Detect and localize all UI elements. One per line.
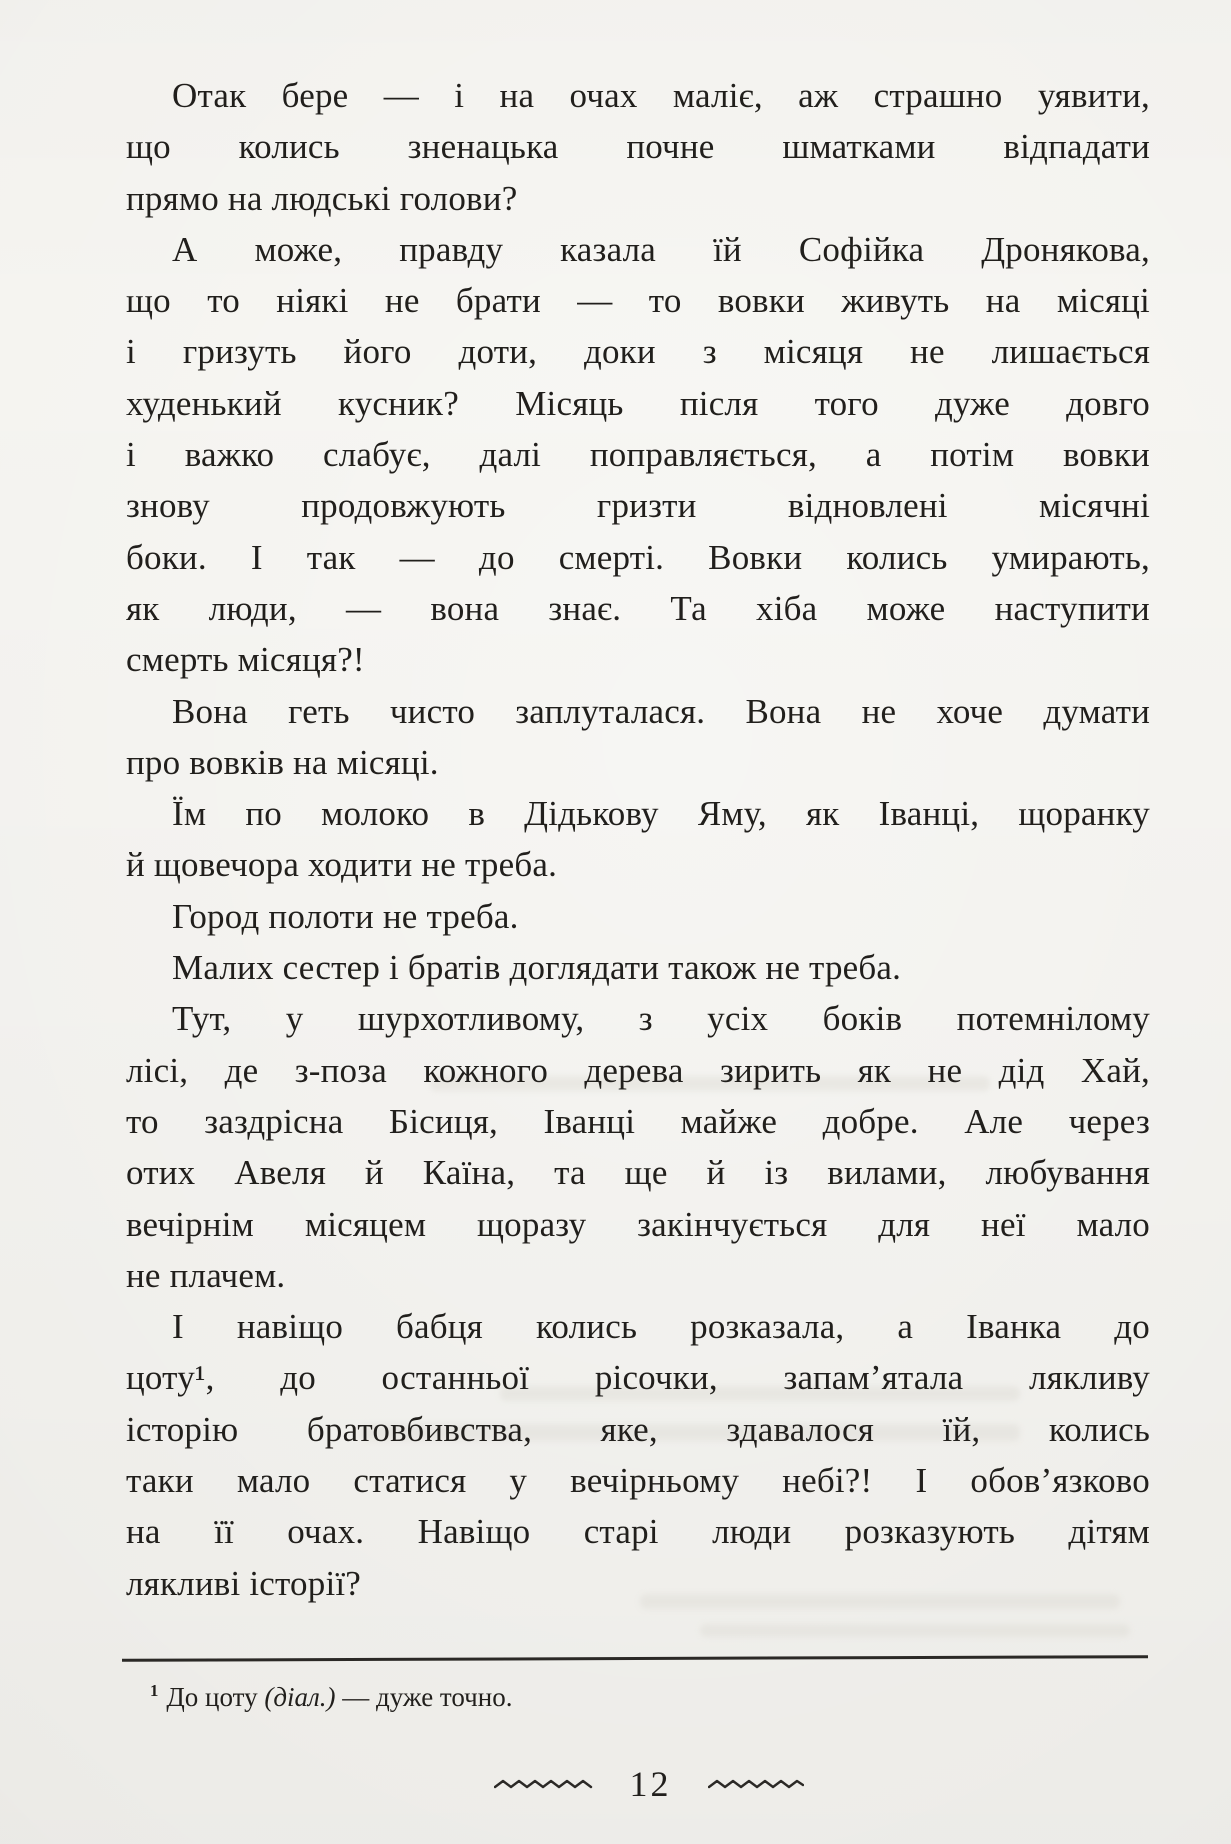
page-number: 12 <box>629 1764 672 1804</box>
footnote-text: До цоту <box>166 1682 265 1712</box>
footnote-divider <box>122 1655 1148 1662</box>
text-line: й щовечора ходити не треба. <box>126 845 558 885</box>
footnote-dialect-label: (діал.) <box>264 1682 336 1712</box>
text-line: що колись зненацька почне шматками відпадати <box>126 127 1150 167</box>
bleed-through-artifact <box>700 1624 1130 1637</box>
text-line: лісі, де з-поза кожного дерева зирить як не дід Хай, <box>126 1050 1150 1090</box>
paragraph <box>126 224 1150 686</box>
text-line: отих Авеля й Каїна, та ще й із вилами, любування <box>126 1153 1150 1193</box>
text-line: Їм по молоко в Дідькову Яму, як Іванці, щоранку <box>172 794 1150 834</box>
paragraph <box>126 70 1150 224</box>
text-line: таки мало статися у вечірньому небі?! І обов’язково <box>126 1461 1150 1501</box>
text-line: цоту¹, до останньої рісочки, запам’ятала лякливу <box>126 1358 1150 1398</box>
footnote-marker: 1 <box>150 1681 159 1700</box>
text-line: Малих сестер і братів доглядати також не треба. <box>172 948 902 988</box>
text-line: смерть місяця?! <box>126 640 365 680</box>
wavy-line-ornament-left-icon <box>494 1777 594 1791</box>
text-line: знову продовжують гризти відновлені місячні <box>126 486 1150 526</box>
text-line: А може, правду казала їй Софійка Дронякова, <box>172 229 1150 269</box>
text-line: худенький кусник? Місяць після того дуже довго <box>126 383 1150 423</box>
text-line: що то ніякі не брати — то вовки живуть на місяці <box>126 281 1150 321</box>
text-line: боки. І так — до смерті. Вовки колись умирають, <box>126 537 1150 577</box>
text-line: як люди, — вона знає. Та хіба може наступити <box>126 588 1150 628</box>
footnote <box>126 1680 1150 1714</box>
paragraph <box>126 942 1150 993</box>
text-line: Вона геть чисто заплуталася. Вона не хоче думати <box>172 691 1150 731</box>
text-line: вечірнім місяцем щоразу закінчується для неї мало <box>126 1204 1150 1244</box>
footnote-text-after: — дуже точно. <box>335 1682 513 1712</box>
body-text <box>126 70 1150 1609</box>
paragraph <box>126 993 1150 1301</box>
text-line: не плачем. <box>126 1255 286 1295</box>
text-line: і гризуть його доти, доки з місяця не лишається <box>126 332 1150 372</box>
paragraph <box>126 686 1150 789</box>
text-line: то заздрісна Бісиця, Іванці майже добре. Але через <box>126 1101 1150 1141</box>
text-line: І навіщо бабця колись розказала, а Іванка до <box>172 1307 1150 1347</box>
text-line: Город полоти не треба. <box>172 896 519 936</box>
text-line: Отак бере — і на очах маліє, аж страшно уявити, <box>172 76 1150 115</box>
paragraph <box>126 891 1150 942</box>
text-line: лякливі історії? <box>126 1563 362 1603</box>
page-footer <box>33 1762 1231 1806</box>
text-line: прямо на людські голови? <box>126 178 518 218</box>
text-line: на її очах. Навіщо старі люди розказують дітям <box>126 1512 1150 1552</box>
text-line: і важко слабує, далі поправляється, а потім вовки <box>126 435 1150 475</box>
wavy-line-ornament-right-icon <box>708 1777 804 1791</box>
text-line: Тут, у шурхотливому, з усіх боків потемнілому <box>172 999 1150 1039</box>
text-line: про вовків на місяці. <box>126 742 439 782</box>
paragraph <box>126 1301 1150 1609</box>
text-line: історію братовбивства, яке, здавалося їй, колись <box>126 1409 1150 1449</box>
paragraph <box>126 788 1150 891</box>
